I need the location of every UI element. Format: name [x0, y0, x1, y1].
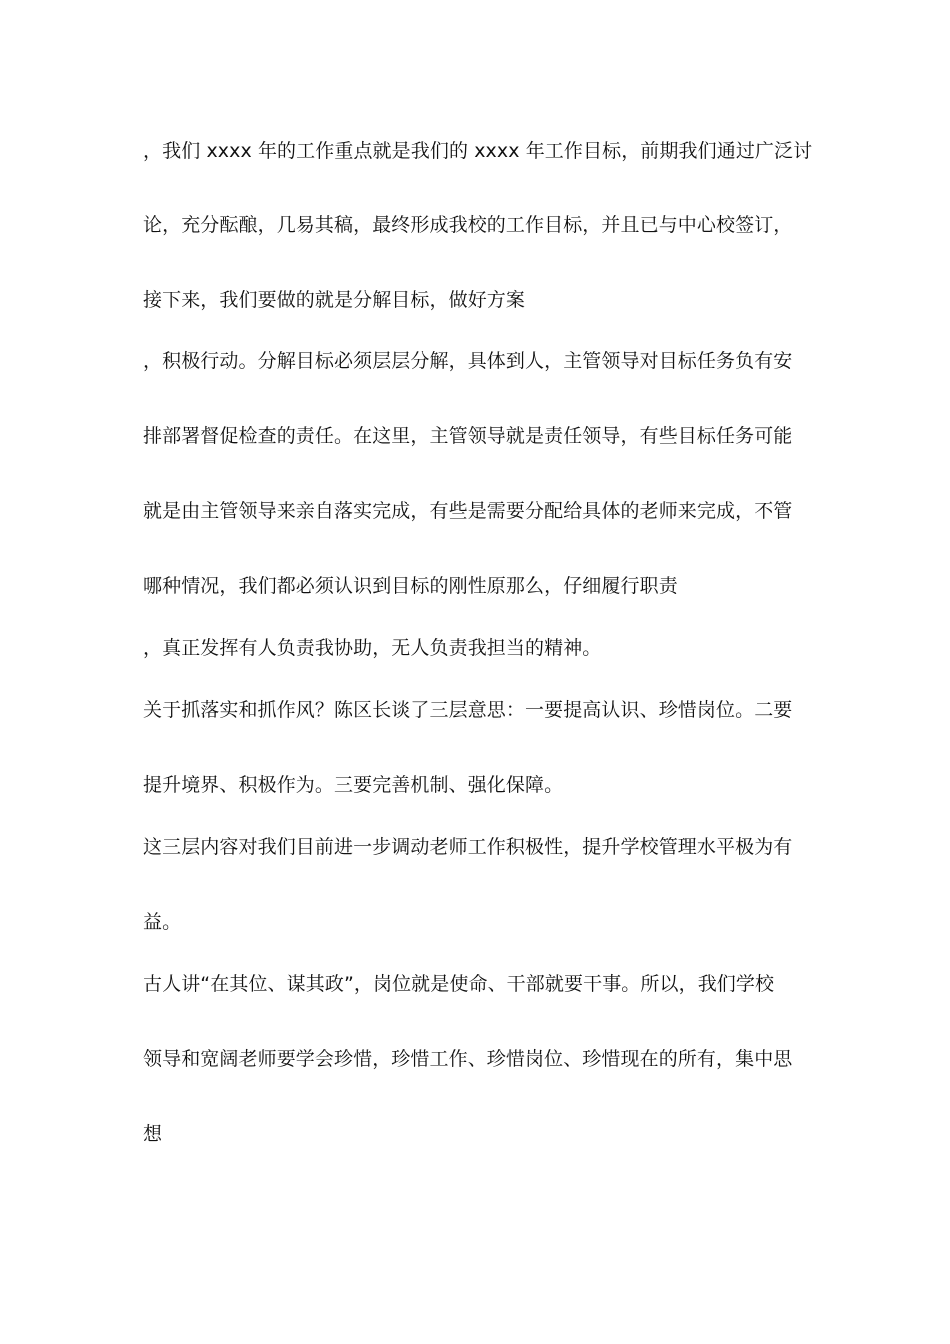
- text-line: 关于抓落实和抓作风？陈区长谈了三层意思：一要提高认识、珍惜岗位。二要: [143, 699, 793, 721]
- text-line: 接下来，我们要做的就是分解目标，做好方案: [143, 289, 526, 311]
- text-line: 排部署督促检查的责任。在这里，主管领导就是责任领导，有些目标任务可能: [143, 425, 793, 447]
- text-line: 想: [143, 1123, 163, 1145]
- text-line: 提升境界、积极作为。三要完善机制、强化保障。: [143, 774, 564, 796]
- text-line: ，积极行动。分解目标必须层层分解，具体到人，主管领导对目标任务负有安: [143, 350, 793, 372]
- text-line: 哪种情况，我们都必须认识到目标的刚性原那么，仔细履行职责: [143, 575, 678, 597]
- text-line: 这三层内容对我们目前进一步调动老师工作积极性，提升学校管理水平极为有: [143, 836, 793, 858]
- text-line: 古人讲“在其位、谋其政”，岗位就是使命、干部就要干事。所以，我们学校: [143, 973, 775, 995]
- text-line: ，我们 xxxx 年的工作重点就是我们的 xxxx 年工作目标，前期我们通过广泛讨: [143, 140, 813, 162]
- text-line: 论，充分酝酿，几易其稿，最终形成我校的工作目标，并且已与中心校签订，: [143, 214, 793, 236]
- text-line: 领导和宽阔老师要学会珍惜，珍惜工作、珍惜岗位、珍惜现在的所有，集中思: [143, 1048, 793, 1070]
- text-line: 益。: [143, 911, 182, 933]
- text-line: ，真正发挥有人负责我协助，无人负责我担当的精神。: [143, 637, 602, 659]
- text-line: 就是由主管领导来亲自落实完成，有些是需要分配给具体的老师来完成，不管: [143, 500, 793, 522]
